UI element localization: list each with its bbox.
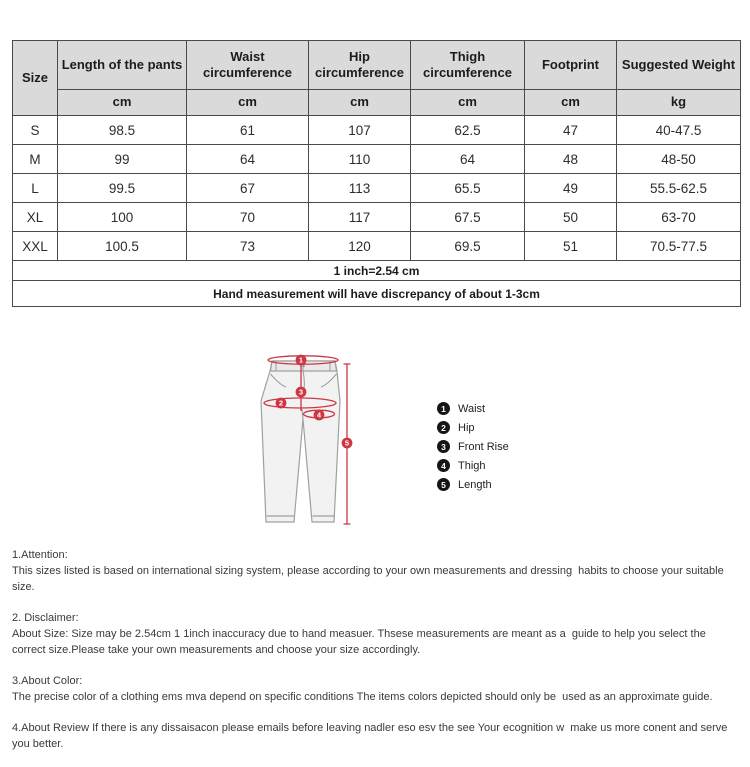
table-inch-note-row	[13, 261, 741, 281]
table-row-m	[13, 145, 741, 174]
size-chart-table	[12, 40, 741, 307]
value-cell: 67	[187, 174, 309, 203]
value-cell: 107	[309, 116, 411, 145]
size-label: XL	[13, 203, 58, 232]
table-row-l	[13, 174, 741, 203]
legend-item-waist	[437, 399, 509, 418]
table-row-s	[13, 116, 741, 145]
value-cell: 69.5	[411, 232, 525, 261]
pants-measurement-diagram	[256, 347, 360, 537]
legend-label: Waist	[458, 402, 486, 415]
value-cell: 99.5	[58, 174, 187, 203]
disclaimer-section	[12, 610, 740, 658]
size-label: M	[13, 145, 58, 174]
value-cell: 49	[525, 174, 617, 203]
unit-cell: cm	[411, 90, 525, 116]
table-header-row	[13, 41, 741, 90]
value-cell: 64	[411, 145, 525, 174]
about-color-section	[12, 673, 740, 705]
about-review-body: 4.About Review If there is any dissaisacon please emails before leaving nadler eso esv the see Your ecognition w make us more conent and serve you better.	[12, 722, 731, 750]
marker-thigh	[314, 410, 325, 421]
legend-number-icon: 2	[437, 421, 450, 434]
legend-item-thigh	[437, 456, 509, 475]
col-header-weight: Suggested Weight	[617, 41, 741, 90]
legend-label: Hip	[458, 421, 475, 434]
legend-item-front-rise	[437, 437, 509, 456]
value-cell: 51	[525, 232, 617, 261]
svg-text:2: 2	[278, 398, 284, 408]
marker-waist	[296, 355, 307, 366]
value-cell: 62.5	[411, 116, 525, 145]
value-cell: 113	[309, 174, 411, 203]
value-cell: 98.5	[58, 116, 187, 145]
about-color-body: The precise color of a clothing ems mva depend on specific conditions The items colors depicted should only be used as an approximate guide.	[12, 691, 713, 703]
legend-number-icon: 1	[437, 402, 450, 415]
value-cell: 70	[187, 203, 309, 232]
inch-note: 1 inch=2.54 cm	[13, 261, 741, 281]
legend-label: Thigh	[458, 459, 486, 472]
value-cell: 117	[309, 203, 411, 232]
about-color-title: 3.About Color:	[12, 675, 83, 687]
attention-section	[12, 547, 740, 595]
disclaimer-body: About Size: Size may be 2.54cm 1 1inch inaccuracy due to hand measuer. Thsese measurements are meant as a guide to help you select the correct size.Please take your own measurements and choose your size accordingly.	[12, 628, 709, 656]
legend-item-length	[437, 475, 509, 494]
table-row-xxl	[13, 232, 741, 261]
col-header-footprint: Footprint	[525, 41, 617, 90]
legend-label: Length	[458, 478, 492, 491]
value-cell: 48-50	[617, 145, 741, 174]
value-cell: 48	[525, 145, 617, 174]
value-cell: 55.5-62.5	[617, 174, 741, 203]
disclaimer-title: 2. Disclaimer:	[12, 612, 79, 624]
value-cell: 40-47.5	[617, 116, 741, 145]
legend-item-hip	[437, 418, 509, 437]
value-cell: 100.5	[58, 232, 187, 261]
attention-title: 1.Attention:	[12, 549, 68, 561]
legend-number-icon: 4	[437, 459, 450, 472]
value-cell: 70.5-77.5	[617, 232, 741, 261]
legend-number-icon: 3	[437, 440, 450, 453]
attention-body: This sizes listed is based on international sizing system, please according to your own measurements and dressing habits to choose your suitable size.	[12, 565, 727, 593]
col-header-length: Length of the pants	[58, 41, 187, 90]
value-cell: 67.5	[411, 203, 525, 232]
svg-text:1: 1	[298, 355, 304, 365]
svg-text:5: 5	[344, 438, 350, 448]
size-label: XXL	[13, 232, 58, 261]
value-cell: 73	[187, 232, 309, 261]
table-row-xl	[13, 203, 741, 232]
col-header-size: Size	[13, 41, 58, 116]
value-cell: 100	[58, 203, 187, 232]
col-header-waist: Waist circumference	[187, 41, 309, 90]
marker-hip	[276, 398, 287, 409]
value-cell: 110	[309, 145, 411, 174]
unit-cell: cm	[187, 90, 309, 116]
unit-cell: kg	[617, 90, 741, 116]
table-hand-note-row	[13, 281, 741, 307]
table-units-row	[13, 90, 741, 116]
unit-cell: cm	[309, 90, 411, 116]
svg-text:3: 3	[298, 387, 304, 397]
legend-label: Front Rise	[458, 440, 509, 453]
legend-number-icon: 5	[437, 478, 450, 491]
marker-length	[342, 438, 353, 449]
value-cell: 120	[309, 232, 411, 261]
unit-cell: cm	[58, 90, 187, 116]
hand-note: Hand measurement will have discrepancy of about 1-3cm	[13, 281, 741, 307]
value-cell: 47	[525, 116, 617, 145]
svg-text:4: 4	[316, 410, 322, 420]
value-cell: 99	[58, 145, 187, 174]
value-cell: 64	[187, 145, 309, 174]
value-cell: 61	[187, 116, 309, 145]
value-cell: 63-70	[617, 203, 741, 232]
size-label: S	[13, 116, 58, 145]
marker-front-rise	[296, 387, 307, 398]
notes-section	[12, 547, 740, 767]
about-review-section	[12, 720, 740, 752]
value-cell: 65.5	[411, 174, 525, 203]
size-label: L	[13, 174, 58, 203]
col-header-hip: Hip circumference	[309, 41, 411, 90]
unit-cell: cm	[525, 90, 617, 116]
measurement-legend	[437, 399, 509, 494]
col-header-thigh: Thigh circumference	[411, 41, 525, 90]
value-cell: 50	[525, 203, 617, 232]
